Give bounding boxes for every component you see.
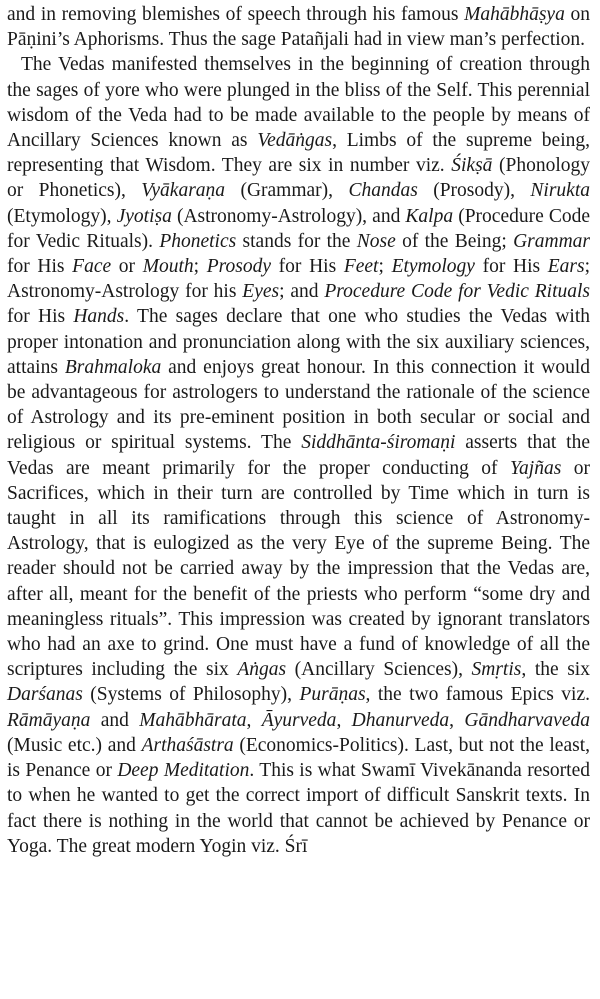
italic-term: Phonetics [159,230,237,252]
text-run: , [449,709,465,731]
text-run: for His [474,256,548,278]
italic-term: Jyotiṣa [116,205,172,227]
text-run: and in removing blemishes of speech through his famous [7,4,465,25]
italic-term: Feet [343,256,379,278]
italic-term: Dhanurveda [351,709,450,731]
text-run: , the six [521,659,590,681]
text-run: or Sacrifices, which in their turn are controlled by Time which in turn is taught in all its ramifications through this science of Astronomy-Astrology, that is eulogized as the very Eye of the supreme Being. The reader should not be carried away by the impression that the Vedas are, after all, meant for the benefit of the priests who perform “some dry and meaningless rituals”. This impression was created by ignorant translators who had an axe to grind. One must have a fund of knowledge of all the scriptures including the six [7,457,590,681]
text-run: , the two famous Epics viz. [365,684,591,706]
italic-term: Mahābhārata [139,709,247,731]
text-run: (Astronomy-Astrology), and [171,205,406,227]
text-run: of the Being; [395,230,514,252]
italic-term: Kalpa [405,205,454,227]
italic-term: Gāndharvaveda [464,709,590,731]
text-run: The Vedas manifested themselves in the beginning of creation through the sages of yore who were plunged in the bliss of the Self. This perennial wisdom of the Veda had to be made available to the people by means of Ancillary Sciences known as [7,54,590,152]
italic-term: Deep Meditation [117,760,250,782]
italic-term: Mouth [142,256,194,278]
italic-term: Vyākaraṇa [141,180,226,202]
italic-term: Hands [73,306,125,328]
text-run: (Ancillary Sciences), [286,659,472,681]
paragraph-2 [7,52,590,859]
italic-term: Face [72,256,112,278]
text-run: (Systems of Philosophy), [82,684,300,706]
italic-term: Procedure Code for Vedic Rituals [324,281,590,303]
paragraph-1 [7,2,590,52]
italic-term: Śikṣā [451,155,493,177]
italic-term: Chandas [348,180,418,202]
text-run: . This is what Swamī Vivekānanda resorted to when he wanted to get the correct import of difficult Sanskrit texts. In fact there is nothing in the world that cannot be achieved by Penance or Yoga. The great modern Yogin viz. Śrī [7,760,590,857]
italic-term: Āyurveda [261,709,337,731]
text-run: (Grammar), [225,180,349,202]
text-run: (Prosody), [417,180,531,202]
italic-term: Smṛtis [471,659,522,681]
text-run: and [90,709,140,731]
italic-term: Prosody [206,256,272,278]
text-run: for His [7,306,74,328]
text-run: (Etymology), [7,205,117,227]
italic-term: Vedāṅgas [257,130,333,152]
italic-term: Aṅgas [237,659,287,681]
text-run: for His [271,256,344,278]
text-run: ; [378,256,392,278]
text-run: , [246,709,262,731]
italic-term: Yajñas [509,457,562,479]
text-run: (Phonology or Phonetics), [7,155,590,202]
italic-term: Darśanas [7,684,83,706]
text-run: ; Astronomy-Astrology for his [7,256,591,303]
text-run: (Music etc.) and [7,734,142,756]
text-run: ; [193,256,207,278]
italic-term: Rāmāyaṇa [7,709,91,731]
text-run: , [336,709,352,731]
italic-term: Eyes [242,281,280,303]
text-run: for His [7,256,73,278]
italic-term: Mahābhāṣya [464,4,565,25]
text-run: (Procedure Code for Vedic Rituals). [7,205,591,252]
text-run: (Economics-Politics). Last, but not the least, is Penance or [7,734,591,782]
text-run: and enjoys great honour. In this connection it would be advantageous for astrologers to understand the rationale of the science of Astrology and its pre-eminent position in both secular or social and religious or spiritual systems. The [7,356,590,454]
italic-term: Siddhānta-śiromaṇi [301,432,456,454]
italic-term: Nirukta [530,180,590,202]
text-run: stands for the [236,230,357,252]
italic-term: Grammar [513,230,591,252]
italic-term: Purāṇas [299,684,366,706]
text-run: asserts that the Vedas are meant primarily for the proper conducting of [7,432,590,479]
text-run: on Pāṇini’s Aphorisms. Thus the sage Patañjali had in view man’s perfection. [7,4,591,51]
text-run: or [111,256,143,278]
italic-term: Brahmaloka [64,356,162,378]
italic-term: Etymology [391,256,475,278]
text-run: . The sages declare that one who studies the Vedas with proper intonation and pronunciation along with the six auxiliary sciences, attains [7,306,591,378]
text-run: , Limbs of the supreme being, representing that Wisdom. They are six in number viz. [7,130,590,177]
text-run: ; and [279,281,325,303]
italic-term: Arthaśāstra [141,734,234,756]
italic-term: Nose [356,230,396,252]
italic-term: Ears [547,256,585,278]
